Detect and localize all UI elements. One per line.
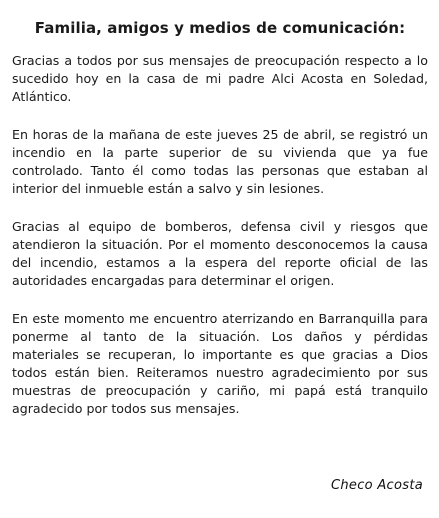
paragraph-thanks: Gracias a todos por sus mensajes de preocupación respecto a lo sucedido hoy en la casa de mi padre Alci Acosta en Soledad, Atlántico. bbox=[12, 53, 428, 104]
signature: Checo Acosta bbox=[331, 478, 423, 493]
paragraph-incident: En horas de la mañana de este jueves 25 de abril, se registró un incendio en la parte superior de su vivienda que ya fue controlado. Tanto él como todas las personas que estaban al interior del inmueble están a salvo y sin lesiones. bbox=[12, 127, 428, 196]
document-title: Familia, amigos y medios de comunicación: bbox=[34, 19, 406, 37]
paragraph-responders: Gracias al equipo de bomberos, defensa civil y riesgos que atendieron la situación. Por el momento desconocemos la causa del incendio, estamos a la espera del reporte oficial de las autoridades encargadas para determinar el origen. bbox=[12, 219, 428, 288]
statement-document bbox=[12, 18, 428, 438]
paragraph-closing: En este momento me encuentro aterrizando en Barranquilla para ponerme al tanto de la situación. Los daños y pérdidas materiales se recuperan, lo importante es que gracias a Dios todos están bien. Reiteramos nuestro agradecimiento por sus muestras de preocupación y cariño, mi papá está tranquilo agradecido por todos sus mensajes. bbox=[12, 311, 428, 416]
